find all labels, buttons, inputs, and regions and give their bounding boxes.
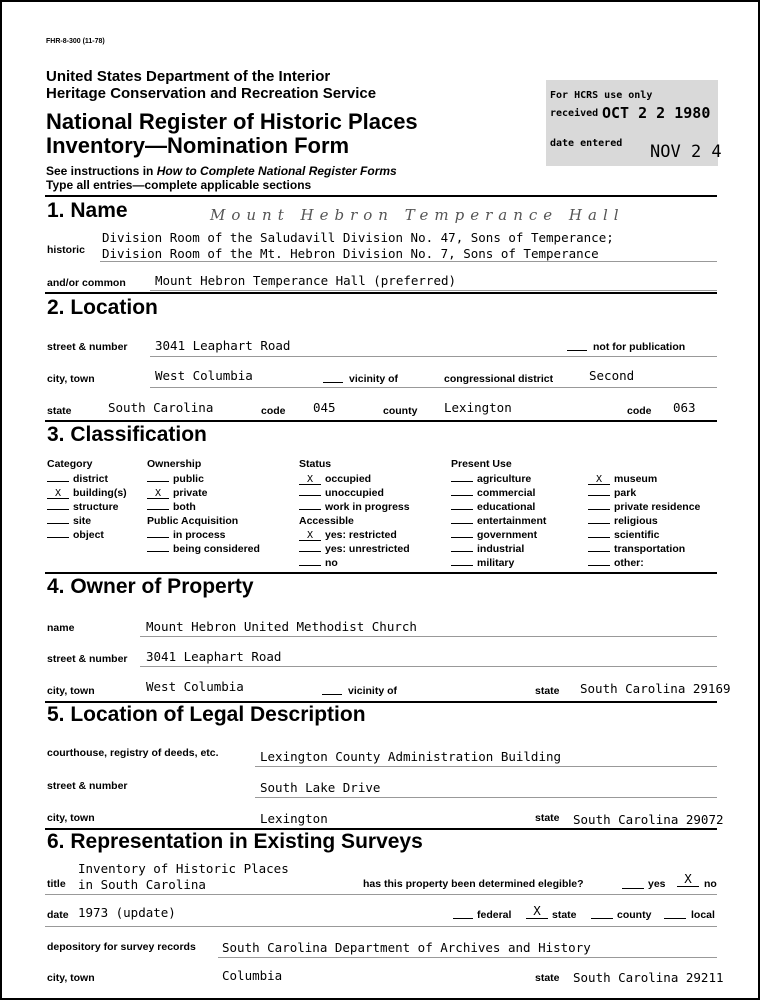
checkbox-religious: religious bbox=[588, 514, 700, 528]
form-code: FHR-8-300 (11-78) bbox=[46, 38, 105, 45]
survey-title-label: title bbox=[47, 878, 66, 890]
section-divider bbox=[45, 195, 717, 197]
handwritten-name: Mount Hebron Temperance Hall bbox=[210, 206, 625, 224]
no-label: no bbox=[704, 878, 717, 890]
checkbox-commercial: commercial bbox=[451, 486, 546, 500]
county-survey-label: county bbox=[617, 909, 652, 921]
county-checkbox bbox=[591, 918, 613, 919]
depository-state-label: state bbox=[535, 972, 560, 984]
survey-title-line1: Inventory of Historic Places bbox=[78, 861, 289, 876]
code-label: code bbox=[261, 405, 286, 417]
owner-state: South Carolina 29169 bbox=[580, 681, 731, 696]
street-label: street & number bbox=[47, 341, 128, 353]
agency-line2: Heritage Conservation and Recreation Service bbox=[46, 85, 377, 102]
present-use-heading: Present Use bbox=[451, 458, 512, 470]
stamp-header: For HCRS use only bbox=[550, 90, 653, 101]
congressional-label: congressional district bbox=[444, 373, 554, 385]
courthouse-label: courthouse, registry of deeds, etc. bbox=[47, 747, 219, 759]
status-list bbox=[299, 472, 410, 570]
vicinity-label: vicinity of bbox=[349, 373, 399, 385]
owner-city: West Columbia bbox=[146, 679, 244, 694]
agency-line1: United States Department of the Interior bbox=[46, 68, 331, 85]
owner-city-label: city, town bbox=[47, 685, 95, 697]
checkbox-yes-unrestricted: yes: unrestricted bbox=[299, 542, 410, 556]
checkbox-entertainment: entertainment bbox=[451, 514, 546, 528]
checkbox-district: district bbox=[47, 472, 127, 486]
no-checkbox: X bbox=[677, 871, 699, 887]
historic-name-line2: Division Room of the Mt. Hebron Division No. 7, Sons of Temperance bbox=[102, 246, 599, 261]
checkbox-object: object bbox=[47, 528, 127, 542]
section-4-heading: 4. Owner of Property bbox=[47, 575, 254, 598]
checkbox-public: public bbox=[147, 472, 260, 486]
legal-street-label: street & number bbox=[47, 780, 128, 792]
depository-city: Columbia bbox=[222, 968, 283, 983]
historic-name-line1: Division Room of the Saludavill Division No. 47, Sons of Temperance; bbox=[102, 230, 614, 245]
checkbox-agriculture: agriculture bbox=[451, 472, 546, 486]
courthouse-value: Lexington County Administration Building bbox=[260, 749, 562, 764]
yes-checkbox bbox=[622, 888, 644, 889]
field-line bbox=[140, 636, 717, 637]
section-3-heading: 3. Classification bbox=[47, 423, 207, 446]
legal-street: South Lake Drive bbox=[260, 780, 381, 795]
checkbox-unoccupied: unoccupied bbox=[299, 486, 410, 500]
ownership-heading: Ownership bbox=[147, 458, 202, 470]
owner-vicinity-checkbox bbox=[322, 694, 342, 695]
checkbox-yes-restricted: X yes: restricted bbox=[299, 528, 410, 542]
field-line bbox=[255, 766, 717, 767]
survey-date-label: date bbox=[47, 909, 69, 921]
state-value: South Carolina bbox=[108, 400, 214, 415]
form-title-line1: National Register of Historic Places bbox=[46, 109, 418, 134]
owner-street-label: street & number bbox=[47, 653, 128, 665]
historic-label: historic bbox=[47, 244, 85, 256]
checkbox-buildings: X building(s) bbox=[47, 486, 127, 500]
checkbox-scientific: scientific bbox=[588, 528, 700, 542]
owner-name: Mount Hebron United Methodist Church bbox=[146, 619, 417, 634]
stamp-entered-label: date entered bbox=[550, 138, 623, 149]
stamp-entered-date: NOV 2 4 bbox=[650, 142, 722, 162]
field-line bbox=[100, 261, 717, 262]
section-divider bbox=[45, 572, 717, 574]
depository-label: depository for survey records bbox=[47, 941, 196, 953]
checkbox-other: other: bbox=[588, 556, 700, 570]
vicinity-checkbox bbox=[323, 382, 343, 383]
accessible-heading: Accessible bbox=[299, 515, 354, 527]
not-pub-checkbox bbox=[567, 350, 587, 351]
city-label: city, town bbox=[47, 373, 95, 385]
checkbox-museum: X museum bbox=[588, 472, 700, 486]
checkbox-industrial: industrial bbox=[451, 542, 546, 556]
common-label: and/or common bbox=[47, 277, 126, 289]
checkbox-structure: structure bbox=[47, 500, 127, 514]
field-line bbox=[150, 387, 717, 388]
county-label: county bbox=[383, 405, 418, 417]
not-for-publication: not for publication bbox=[593, 341, 686, 353]
checkbox-transportation: transportation bbox=[588, 542, 700, 556]
ownership-list bbox=[147, 472, 260, 556]
common-name: Mount Hebron Temperance Hall (preferred) bbox=[155, 273, 457, 288]
instructions-line2: Type all entries—complete applicable sections bbox=[46, 178, 312, 192]
code-label-2: code bbox=[627, 405, 652, 417]
field-line bbox=[150, 290, 717, 291]
field-line bbox=[255, 797, 717, 798]
field-line bbox=[218, 957, 717, 958]
checkbox-military: military bbox=[451, 556, 546, 570]
eligible-question: has this property been determined elegible? bbox=[363, 878, 584, 890]
federal-checkbox bbox=[453, 918, 473, 919]
owner-vicinity-label: vicinity of bbox=[348, 685, 398, 697]
section-5-heading: 5. Location of Legal Description bbox=[47, 703, 366, 726]
stamp-received-date: OCT 2 2 1980 bbox=[602, 104, 711, 122]
congressional-value: Second bbox=[589, 368, 635, 383]
present-use-list-1 bbox=[451, 472, 546, 570]
checkbox-educational: educational bbox=[451, 500, 546, 514]
checkbox-being-considered: being considered bbox=[147, 542, 260, 556]
state-code: 045 bbox=[313, 400, 336, 415]
field-line bbox=[45, 926, 717, 927]
section-divider bbox=[45, 292, 717, 294]
field-line bbox=[150, 356, 717, 357]
owner-name-label: name bbox=[47, 622, 75, 634]
street-value: 3041 Leaphart Road bbox=[155, 338, 291, 353]
local-label: local bbox=[691, 909, 715, 921]
section-6-heading: 6. Representation in Existing Surveys bbox=[47, 830, 423, 853]
local-checkbox bbox=[664, 918, 686, 919]
public-acquisition-heading: Public Acquisition bbox=[147, 515, 239, 527]
checkbox-private: X private bbox=[147, 486, 260, 500]
form-title-line2: Inventory—Nomination Form bbox=[46, 133, 350, 158]
yes-label: yes bbox=[648, 878, 666, 890]
checkbox-both: both bbox=[147, 500, 260, 514]
section-divider bbox=[45, 420, 717, 422]
state-label: state bbox=[47, 405, 72, 417]
field-line bbox=[45, 894, 717, 895]
depository-state: South Carolina 29211 bbox=[573, 970, 724, 985]
owner-state-label: state bbox=[535, 685, 560, 697]
depository-city-label: city, town bbox=[47, 972, 95, 984]
owner-street: 3041 Leaphart Road bbox=[146, 649, 282, 664]
stamp-received-label: received bbox=[550, 108, 599, 119]
checkbox-site: site bbox=[47, 514, 127, 528]
hcrs-stamp bbox=[546, 80, 722, 166]
legal-city-label: city, town bbox=[47, 812, 95, 824]
field-line bbox=[140, 666, 717, 667]
state-survey-checkbox: X bbox=[526, 904, 548, 919]
legal-state-label: state bbox=[535, 812, 560, 824]
survey-title-line2: in South Carolina bbox=[78, 877, 206, 892]
checkbox-occupied: X occupied bbox=[299, 472, 410, 486]
instructions-line1: See instructions in How to Complete National Register Forms bbox=[46, 164, 397, 178]
category-list bbox=[47, 472, 127, 542]
status-heading: Status bbox=[299, 458, 332, 470]
section-1-heading: 1. Name bbox=[47, 199, 128, 222]
county-code: 063 bbox=[673, 400, 696, 415]
checkbox-work-in-progress: work in progress bbox=[299, 500, 410, 514]
county-value: Lexington bbox=[444, 400, 512, 415]
checkbox-no: no bbox=[299, 556, 410, 570]
checkbox-park: park bbox=[588, 486, 700, 500]
section-2-heading: 2. Location bbox=[47, 296, 158, 319]
city-value: West Columbia bbox=[155, 368, 253, 383]
depository-value: South Carolina Department of Archives and History bbox=[222, 940, 591, 955]
category-heading: Category bbox=[47, 458, 93, 470]
federal-label: federal bbox=[477, 909, 512, 921]
legal-state: South Carolina 29072 bbox=[573, 812, 724, 827]
checkbox-private-residence: private residence bbox=[588, 500, 700, 514]
state-survey-label: state bbox=[552, 909, 577, 921]
checkbox-government: government bbox=[451, 528, 546, 542]
survey-date: 1973 (update) bbox=[78, 905, 176, 920]
present-use-list-2 bbox=[588, 472, 700, 570]
checkbox-in-process: in process bbox=[147, 528, 260, 542]
legal-city: Lexington bbox=[260, 811, 328, 826]
